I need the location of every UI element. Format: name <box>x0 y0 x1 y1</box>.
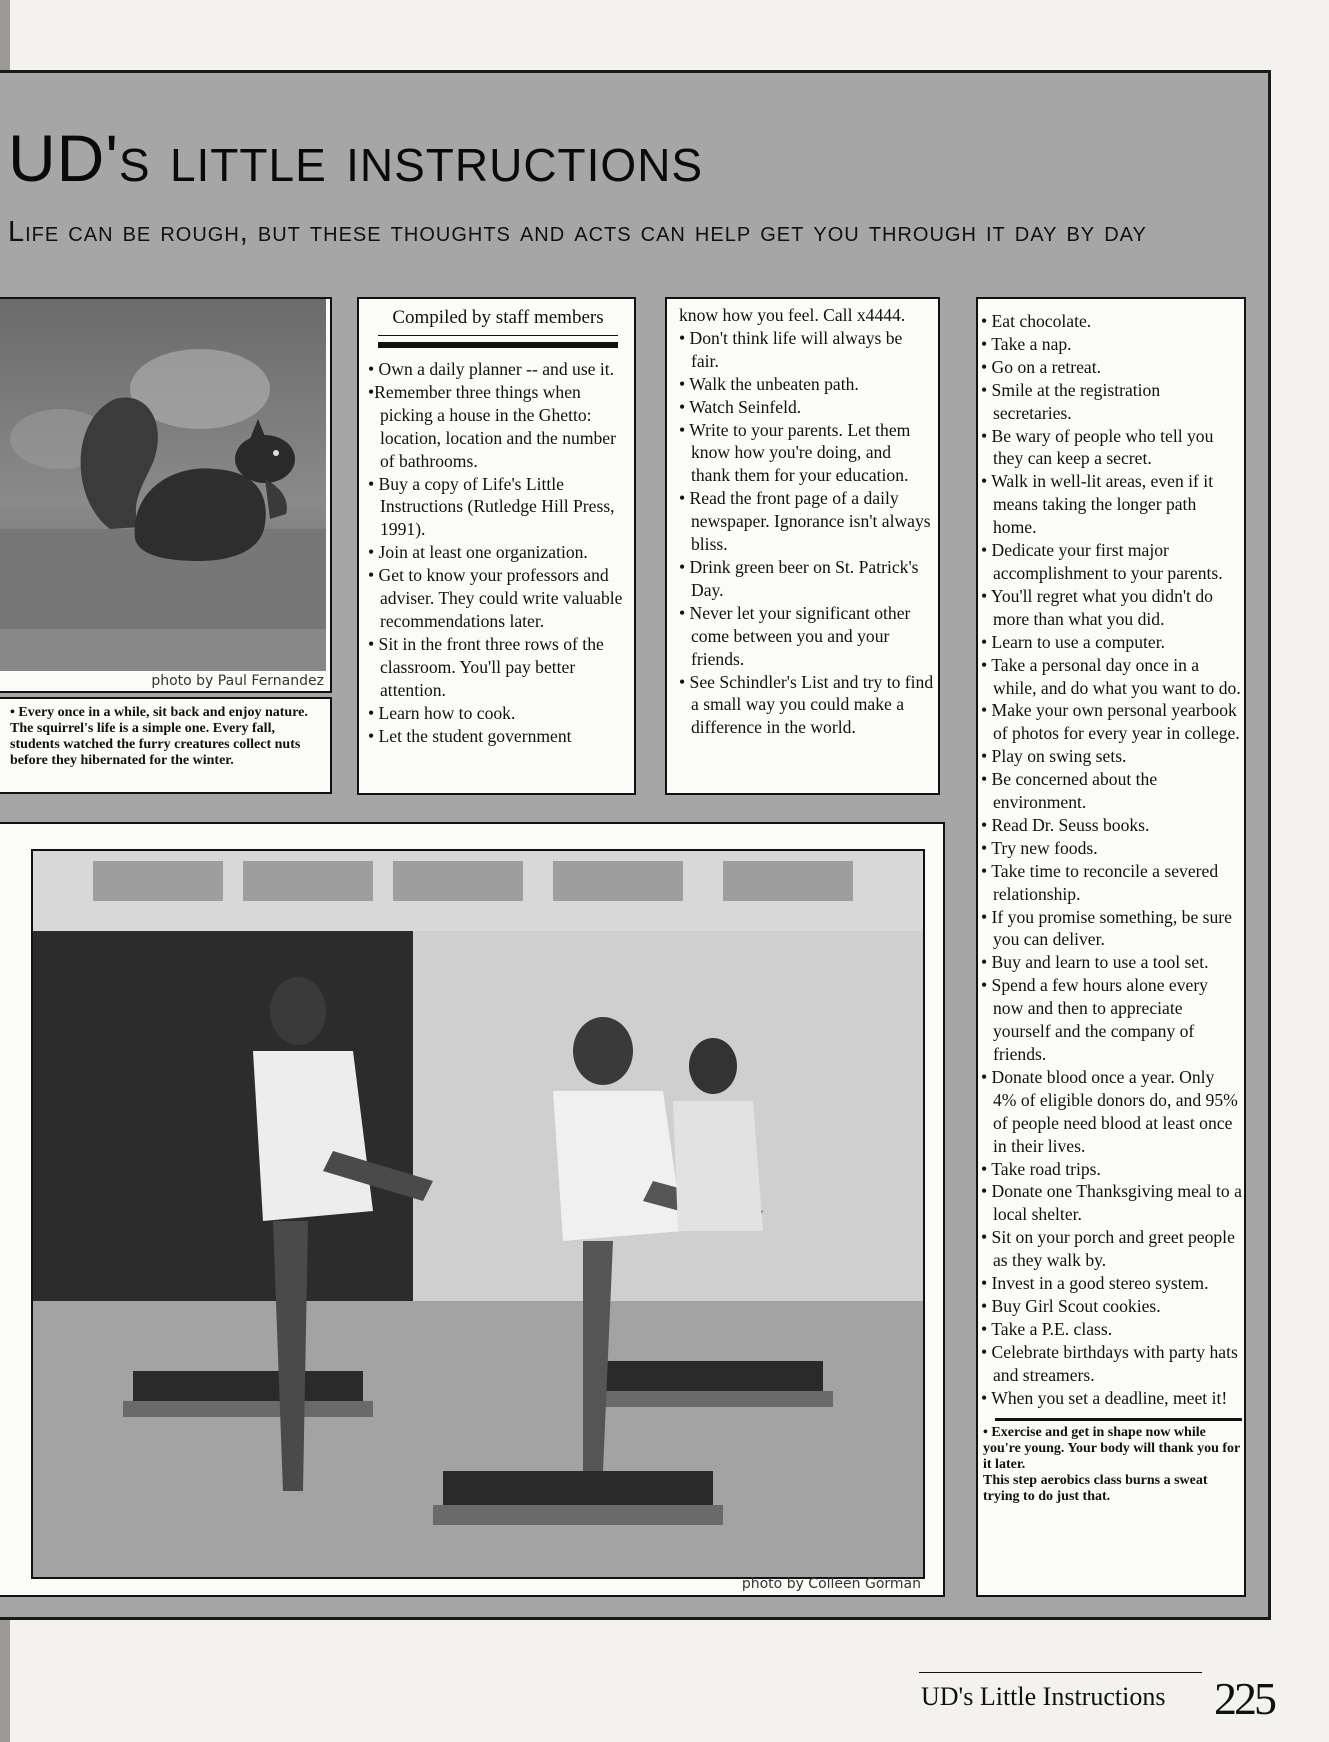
column-1-list <box>368 358 628 747</box>
list-item: • Own a daily planner -- and use it. <box>368 359 615 379</box>
caption-rule <box>995 1418 1242 1421</box>
aerobics-caption-body: This step aerobics class burns a sweat trying to do just that. <box>983 1472 1208 1504</box>
list-item: • Try new foods. <box>981 837 1098 858</box>
page-subtitle: Life can be rough, but these thoughts and acts can help get you through it day by day <box>8 216 1147 248</box>
list-item: • Dedicate your first major accomplishment to your parents. <box>981 540 1223 583</box>
list-item: • Spend a few hours alone every now and then to appreciate yourself and the company of friends. <box>981 975 1208 1064</box>
list-item: • Let the student government <box>368 725 572 746</box>
list-item: • If you promise something, be sure you can deliver. <box>981 906 1232 950</box>
list-item: • Sit in the front three rows of the classroom. You'll pay better attention. <box>368 633 604 700</box>
footer-section-title: UD's Little Instructions <box>921 1682 1166 1711</box>
list-item: • Watch Seinfeld. <box>679 396 802 417</box>
list-item: • Write to your parents. Let them know how you're doing, and thank them for your education. <box>679 419 911 486</box>
list-item: • Buy a copy of Life's Little Instructions (Rutledge Hill Press, 1991). <box>368 473 615 540</box>
list-item: • Learn to use a computer. <box>981 631 1165 652</box>
list-item: • Make your own personal yearbook of photos for every year in college. <box>981 700 1240 744</box>
list-item: • Play on swing sets. <box>981 746 1127 767</box>
list-item: • Take time to reconcile a severed relationship. <box>981 860 1219 904</box>
list-item: • Donate blood once a year. Only 4% of eligible donors do, and 95% of people need blood at least once in their lives. <box>981 1066 1238 1156</box>
list-item: • Learn how to cook. <box>368 702 516 723</box>
list-item: • Be wary of people who tell you they can keep a secret. <box>981 425 1214 469</box>
list-item: • Take a personal day once in a while, and do what you want to do. <box>981 654 1241 698</box>
list-item: • Eat chocolate. <box>981 311 1092 331</box>
list-item: •Remember three things when picking a house in the Ghetto: location, location and the number of bathrooms. <box>368 381 616 471</box>
tips-column-2 <box>665 297 940 795</box>
list-item: • Read Dr. Seuss books. <box>981 814 1150 835</box>
aerobics-photo-frame <box>0 822 945 1597</box>
list-item: • Be concerned about the environment. <box>981 769 1158 813</box>
squirrel-caption <box>0 697 332 794</box>
aerobics-photo-credit: photo by Colleen Gorman <box>741 1576 921 1592</box>
heading-bar <box>378 342 618 348</box>
list-item: • Smile at the registration secretaries. <box>981 379 1161 423</box>
list-item: • When you set a deadline, meet it! <box>981 1387 1228 1408</box>
list-item: • Celebrate birthdays with party hats and streamers. <box>981 1341 1238 1385</box>
list-item: • Invest in a good stereo system. <box>981 1273 1209 1294</box>
list-item: • Read the front page of a daily newspaper. Ignorance isn't always bliss. <box>679 488 931 555</box>
list-item: • Drink green beer on St. Patrick's Day. <box>679 556 919 600</box>
aerobics-caption-lead: • Exercise and get in shape now while you're young. Your body will thank you for it later. <box>983 1424 1240 1472</box>
column-2-list <box>679 304 934 739</box>
page-title: UD's little instructions <box>8 121 704 195</box>
column-3-list <box>981 310 1242 1410</box>
list-item: • Take a P.E. class. <box>981 1318 1113 1339</box>
list-item: • Take road trips. <box>981 1158 1101 1179</box>
aerobics-photo <box>31 849 925 1579</box>
list-item: • Walk in well-lit areas, even if it means taking the longer path home. <box>981 471 1214 538</box>
squirrel-photo <box>0 299 326 671</box>
page-number: 225 <box>1214 1673 1274 1724</box>
squirrel-photo-credit: photo by Paul Fernandez <box>151 673 324 689</box>
list-item: • You'll regret what you didn't do more than what you did. <box>981 585 1213 629</box>
list-item: • Don't think life will always be fair. <box>679 327 903 371</box>
list-item: • Go on a retreat. <box>981 356 1101 377</box>
list-item: • Get to know your professors and adviser. They could write valuable recommendations later. <box>368 565 623 631</box>
tips-column-1 <box>357 297 636 795</box>
aerobics-caption <box>981 1425 1242 1505</box>
squirrel-caption-lead: • Every once in a while, sit back and enjoy nature. <box>10 705 308 720</box>
heading-rule <box>378 335 618 336</box>
squirrel-caption-body: The squirrel's life is a simple one. Every fall, students watched the furry creatures collect nuts before they hibernated for the winter. <box>10 721 301 768</box>
list-item: • Join at least one organization. <box>368 542 588 563</box>
squirrel-photo-frame <box>0 297 332 693</box>
footer-rule <box>919 1672 1202 1673</box>
list-item: • See Schindler's List and try to find a small way you could make a difference in the world. <box>679 671 934 738</box>
list-item: • Donate one Thanksgiving meal to a local shelter. <box>981 1181 1242 1225</box>
list-item: • Buy and learn to use a tool set. <box>981 952 1209 973</box>
list-item: • Take a nap. <box>981 333 1072 354</box>
list-item: • Walk the unbeaten path. <box>679 373 859 394</box>
list-item: • Buy Girl Scout cookies. <box>981 1295 1161 1316</box>
list-item: • Never let your significant other come between you and your friends. <box>679 602 911 669</box>
column-1-heading: Compiled by staff members <box>392 307 604 328</box>
list-item: • Sit on your porch and greet people as they walk by. <box>981 1227 1235 1271</box>
tips-column-3 <box>976 297 1246 1597</box>
list-item: know how you feel. Call x4444. <box>679 305 906 325</box>
